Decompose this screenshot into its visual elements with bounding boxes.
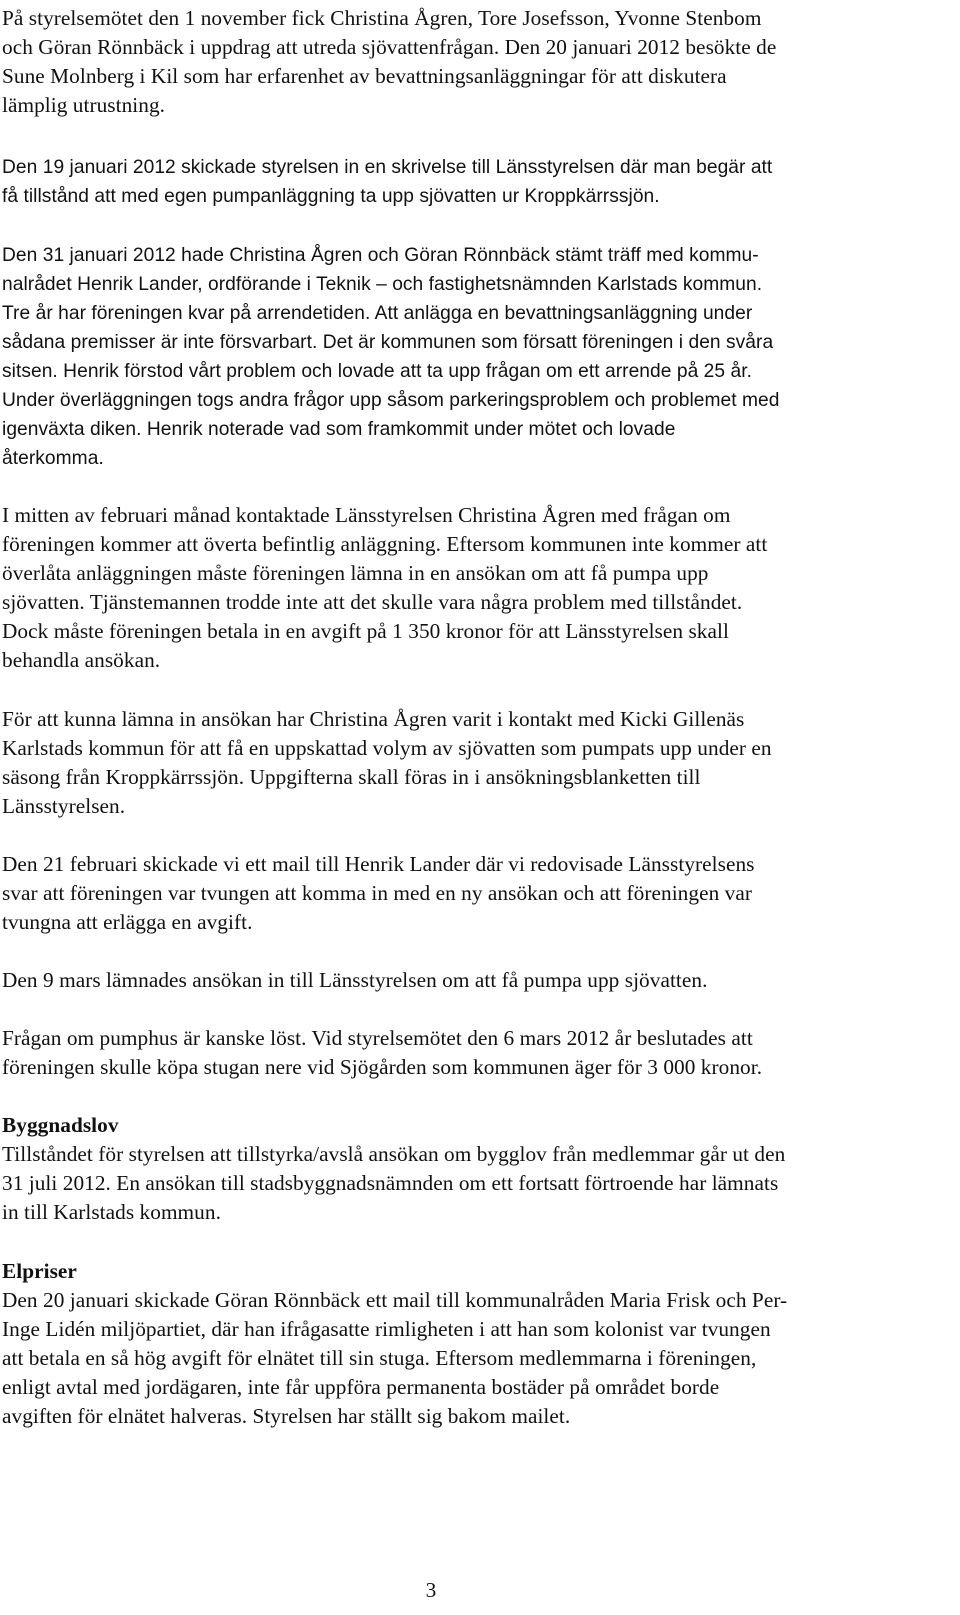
text-line: Den 21 februari skickade vi ett mail till Henrik Lander där vi redovisade Länsstyrelsens bbox=[2, 852, 755, 876]
text-line: Karlstads kommun för att få en uppskattad volym av sjövatten som pumpats upp under en bbox=[2, 736, 772, 760]
text-line: Sune Molnberg i Kil som har erfarenhet av bevattningsanläggningar för att diskutera bbox=[2, 64, 727, 88]
text-line: in till Karlstads kommun. bbox=[2, 1200, 221, 1224]
text-line: överlåta anläggningen måste föreningen lämna in en ansökan om att få pumpa upp bbox=[2, 561, 709, 585]
text-line: Dock måste föreningen betala in en avgift på 1 350 kronor för att Länsstyrelsen skall bbox=[2, 619, 729, 643]
text-line: Tre år har föreningen kvar på arrendetiden. Att anlägga en bevattningsanläggning under bbox=[2, 303, 753, 324]
text-line: sitsen. Henrik förstod vårt problem och lovade att ta upp frågan om ett arrende på 25 år. bbox=[2, 361, 752, 382]
text-line: Den 9 mars lämnades ansökan in till Länsstyrelsen om att få pumpa upp sjövatten. bbox=[2, 968, 708, 992]
text-line: Frågan om pumphus är kanske löst. Vid styrelsemötet den 6 mars 2012 år beslutades att bbox=[2, 1026, 753, 1050]
text-line: sådana premisser är inte försvarbart. Det är kommunen som försatt föreningen i den svåra bbox=[2, 332, 774, 353]
text-line: att betala en så hög avgift för elnätet till sin stuga. Eftersom medlemmarna i föreningen, bbox=[2, 1346, 757, 1370]
text-line: Under överläggningen togs andra frågor upp såsom parkeringsproblem och problemet med bbox=[2, 390, 780, 411]
text-line: och Göran Rönnbäck i uppdrag att utreda sjövattenfrågan. Den 20 januari 2012 besökte de bbox=[2, 35, 777, 59]
text-line: föreningen skulle köpa stugan nere vid Sjögården som kommunen äger för 3 000 kronor. bbox=[2, 1055, 763, 1079]
page-number: 3 bbox=[425, 1578, 437, 1602]
text-line: 31 juli 2012. En ansökan till stadsbyggnadsnämnden om ett fortsatt förtroende har lämnats bbox=[2, 1171, 779, 1195]
text-line: För att kunna lämna in ansökan har Christina Ågren varit i kontakt med Kicki Gillenäs bbox=[2, 707, 745, 731]
text-line: lämplig utrustning. bbox=[2, 93, 166, 117]
text-line: Den 19 januari 2012 skickade styrelsen in en skrivelse till Länsstyrelsen där man begär att bbox=[2, 157, 773, 178]
text-line: I mitten av februari månad kontaktade Länsstyrelsen Christina Ågren med frågan om bbox=[2, 503, 731, 527]
section-heading: Elpriser bbox=[2, 1259, 77, 1283]
text-line: Den 31 januari 2012 hade Christina Ågren och Göran Rönnbäck stämt träff med kommu- bbox=[2, 245, 759, 266]
text-line: föreningen kommer att överta befintlig anläggning. Eftersom kommunen inte kommer att bbox=[2, 532, 768, 556]
text-line: avgiften för elnätet halveras. Styrelsen har ställt sig bakom mailet. bbox=[2, 1404, 571, 1428]
text-line: På styrelsemötet den 1 november fick Christina Ågren, Tore Josefsson, Yvonne Stenbom bbox=[2, 6, 762, 30]
text-line: enligt avtal med jordägaren, inte får uppföra permanenta bostäder på området borde bbox=[2, 1375, 720, 1399]
text-line: återkomma. bbox=[2, 448, 104, 469]
text-line: säsong från Kroppkärrssjön. Uppgifterna skall föras in i ansökningsblanketten till bbox=[2, 765, 701, 789]
text-line: Den 20 januari skickade Göran Rönnbäck ett mail till kommunalråden Maria Frisk och Per- bbox=[2, 1288, 788, 1312]
text-line: få tillstånd att med egen pumpanläggning ta upp sjövatten ur Kroppkärrssjön. bbox=[2, 186, 660, 207]
section-heading: Byggnadslov bbox=[2, 1113, 119, 1137]
text-line: Tillståndet för styrelsen att tillstyrka/avslå ansökan om bygglov från medlemmar går ut den bbox=[2, 1142, 786, 1166]
text-line: Länsstyrelsen. bbox=[2, 794, 126, 818]
text-line: svar att föreningen var tvungen att komma in med en ny ansökan och att föreningen var bbox=[2, 881, 752, 905]
text-line: igenväxta diken. Henrik noterade vad som framkommit under mötet och lovade bbox=[2, 419, 676, 440]
text-line: behandla ansökan. bbox=[2, 648, 161, 672]
text-line: Inge Lidén miljöpartiet, där han ifrågasatte rimligheten i att han som kolonist var tvungen bbox=[2, 1317, 771, 1341]
text-line: sjövatten. Tjänstemannen trodde inte att det skulle vara några problem med tillståndet. bbox=[2, 590, 743, 614]
text-line: tvungna att erlägga en avgift. bbox=[2, 910, 253, 934]
text-line: nalrådet Henrik Lander, ordförande i Teknik – och fastighetsnämnden Karlstads kommun. bbox=[2, 274, 763, 295]
